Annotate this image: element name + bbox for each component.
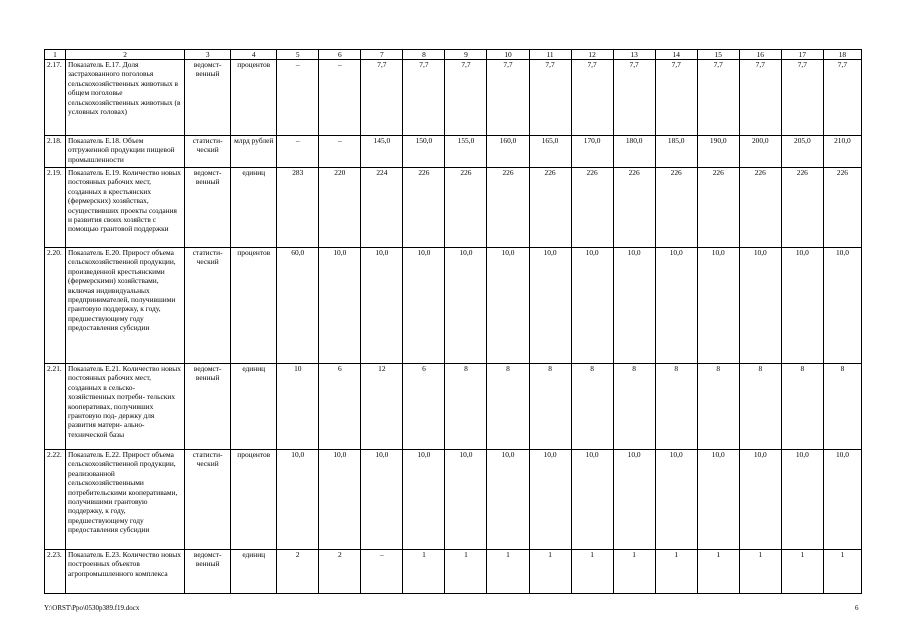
value-cell: 226	[613, 168, 655, 248]
value-cell: 226	[571, 168, 613, 248]
value-cell: 170,0	[571, 136, 613, 168]
unit: процентов	[231, 60, 277, 136]
unit: единиц	[231, 364, 277, 450]
page-number: 6	[855, 604, 859, 612]
column-header: 17	[781, 50, 823, 60]
data-source: ведомст- венный	[185, 550, 231, 594]
row-number: 2.18.	[45, 136, 66, 168]
unit: млрд рублей	[231, 136, 277, 168]
value-cell: 10,0	[403, 248, 445, 364]
value-cell: 10,0	[361, 248, 403, 364]
column-header: 6	[319, 50, 361, 60]
value-cell: 7,7	[529, 60, 571, 136]
value-cell: 226	[445, 168, 487, 248]
value-cell: 10	[277, 364, 319, 450]
value-cell: 1	[487, 550, 529, 594]
value-cell: 7,7	[361, 60, 403, 136]
value-cell: 7,7	[445, 60, 487, 136]
table-body	[45, 60, 862, 594]
value-cell: 8	[655, 364, 697, 450]
indicator-name: Показатель Е.23. Количество новых построенных объектов агропромышленного комплекса	[66, 550, 185, 594]
value-cell: 226	[739, 168, 781, 248]
value-cell: 10,0	[571, 450, 613, 550]
value-cell: 8	[613, 364, 655, 450]
value-cell: 224	[361, 168, 403, 248]
value-cell: 8	[781, 364, 823, 450]
value-cell: 160,0	[487, 136, 529, 168]
column-header: 8	[403, 50, 445, 60]
table-row	[45, 168, 862, 248]
indicator-name: Показатель Е.19. Количество новых постоянных рабочих мест, созданных в крестьянских (фермерских) хозяйствах, осуществивших проекты создания и развития своих хозяйств с помощью грантовой поддержки	[66, 168, 185, 248]
value-cell: 10,0	[823, 248, 861, 364]
value-cell: 10,0	[613, 450, 655, 550]
value-cell: 165,0	[529, 136, 571, 168]
value-cell: –	[361, 550, 403, 594]
value-cell: 226	[403, 168, 445, 248]
value-cell: 7,7	[781, 60, 823, 136]
value-cell: 1	[823, 550, 861, 594]
value-cell: 10,0	[529, 248, 571, 364]
value-cell: 10,0	[697, 450, 739, 550]
column-header: 1	[45, 50, 66, 60]
value-cell: 10,0	[697, 248, 739, 364]
row-number: 2.21.	[45, 364, 66, 450]
value-cell: 8	[571, 364, 613, 450]
indicators-table	[44, 49, 862, 594]
value-cell: 145,0	[361, 136, 403, 168]
unit: единиц	[231, 168, 277, 248]
row-number: 2.19.	[45, 168, 66, 248]
indicator-name: Показатель Е.21. Количество новых постоянных рабочих мест, созданных в сельско- хозяйственных потреби- тельских кооперативах, получивших грантовую под- держку для развития матери- ально-технической базы	[66, 364, 185, 450]
value-cell: 210,0	[823, 136, 861, 168]
value-cell: 10,0	[571, 248, 613, 364]
value-cell: 10,0	[403, 450, 445, 550]
column-header: 16	[739, 50, 781, 60]
value-cell: 7,7	[823, 60, 861, 136]
value-cell: 10,0	[655, 450, 697, 550]
value-cell: 180,0	[613, 136, 655, 168]
value-cell: 226	[529, 168, 571, 248]
value-cell: 226	[697, 168, 739, 248]
value-cell: 155,0	[445, 136, 487, 168]
table-row	[45, 364, 862, 450]
row-number: 2.23.	[45, 550, 66, 594]
row-number: 2.17.	[45, 60, 66, 136]
value-cell: 1	[655, 550, 697, 594]
value-cell: 200,0	[739, 136, 781, 168]
value-cell: 7,7	[655, 60, 697, 136]
value-cell: 1	[739, 550, 781, 594]
value-cell: –	[277, 60, 319, 136]
file-path: Y:\ORST\Ppo\0530p389.f19.docx	[44, 604, 140, 612]
data-source: ведомст- венный	[185, 364, 231, 450]
unit: процентов	[231, 248, 277, 364]
row-number: 2.22.	[45, 450, 66, 550]
value-cell: 10,0	[781, 248, 823, 364]
unit: единиц	[231, 550, 277, 594]
value-cell: –	[319, 136, 361, 168]
value-cell: 10,0	[445, 450, 487, 550]
table-row	[45, 248, 862, 364]
column-header: 14	[655, 50, 697, 60]
column-header: 2	[66, 50, 185, 60]
value-cell: 7,7	[613, 60, 655, 136]
value-cell: 7,7	[697, 60, 739, 136]
indicator-name: Показатель Е.18. Объем отгруженной продукции пищевой промышленности	[66, 136, 185, 168]
value-cell: 10,0	[781, 450, 823, 550]
value-cell: 10,0	[319, 248, 361, 364]
table-row	[45, 450, 862, 550]
column-header: 7	[361, 50, 403, 60]
value-cell: –	[319, 60, 361, 136]
value-cell: 1	[403, 550, 445, 594]
value-cell: 10,0	[445, 248, 487, 364]
value-cell: 1	[445, 550, 487, 594]
data-source: статисти- ческий	[185, 136, 231, 168]
data-source: статисти- ческий	[185, 450, 231, 550]
column-header: 5	[277, 50, 319, 60]
value-cell: 6	[319, 364, 361, 450]
value-cell: 7,7	[487, 60, 529, 136]
column-header: 10	[487, 50, 529, 60]
value-cell: 1	[529, 550, 571, 594]
unit: процентов	[231, 450, 277, 550]
value-cell: 7,7	[403, 60, 445, 136]
value-cell: 185,0	[655, 136, 697, 168]
column-header: 13	[613, 50, 655, 60]
column-header: 4	[231, 50, 277, 60]
value-cell: 283	[277, 168, 319, 248]
column-header: 15	[697, 50, 739, 60]
value-cell: 1	[613, 550, 655, 594]
value-cell: 220	[319, 168, 361, 248]
value-cell: 205,0	[781, 136, 823, 168]
data-source: статисти- ческий	[185, 248, 231, 364]
column-number-row	[45, 50, 862, 60]
table-row	[45, 136, 862, 168]
value-cell: –	[277, 136, 319, 168]
value-cell: 226	[823, 168, 861, 248]
value-cell: 8	[697, 364, 739, 450]
column-header: 9	[445, 50, 487, 60]
value-cell: 8	[487, 364, 529, 450]
value-cell: 150,0	[403, 136, 445, 168]
value-cell: 10,0	[739, 248, 781, 364]
value-cell: 7,7	[571, 60, 613, 136]
value-cell: 2	[277, 550, 319, 594]
value-cell: 12	[361, 364, 403, 450]
row-number: 2.20.	[45, 248, 66, 364]
value-cell: 10,0	[739, 450, 781, 550]
value-cell: 226	[655, 168, 697, 248]
indicator-name: Показатель Е.20. Прирост объема сельскохозяйственной продукции, произведенной крестьянскими (фермерскими) хозяйствами, включая индивидуальных предпринимателей, получившими грантовую поддержку, к году, предшествующему году предоставления субсидии	[66, 248, 185, 364]
indicator-name: Показатель Е.22. Прирост объема сельскохозяйственной продукции, реализованной сельскохозяйственными потребительскими кооперативами, получившими грантовую поддержку, к году, предшествующему году предоставления субсидии	[66, 450, 185, 550]
table-row	[45, 60, 862, 136]
value-cell: 8	[823, 364, 861, 450]
value-cell: 190,0	[697, 136, 739, 168]
value-cell: 10,0	[277, 450, 319, 550]
value-cell: 10,0	[613, 248, 655, 364]
value-cell: 10,0	[487, 248, 529, 364]
value-cell: 60,0	[277, 248, 319, 364]
value-cell: 10,0	[361, 450, 403, 550]
data-source: ведомст- венный	[185, 60, 231, 136]
value-cell: 10,0	[319, 450, 361, 550]
value-cell: 6	[403, 364, 445, 450]
indicator-name: Показатель Е.17. Доля застрахованного поголовья сельскохозяйственных животных в общем поголовье сельскохозяйственных животных (в условных головах)	[66, 60, 185, 136]
value-cell: 2	[319, 550, 361, 594]
value-cell: 226	[487, 168, 529, 248]
value-cell: 7,7	[739, 60, 781, 136]
column-header: 18	[823, 50, 861, 60]
value-cell: 1	[697, 550, 739, 594]
value-cell: 10,0	[487, 450, 529, 550]
value-cell: 8	[529, 364, 571, 450]
value-cell: 226	[781, 168, 823, 248]
value-cell: 8	[445, 364, 487, 450]
value-cell: 10,0	[655, 248, 697, 364]
column-header: 12	[571, 50, 613, 60]
value-cell: 10,0	[529, 450, 571, 550]
data-source: ведомст- венный	[185, 168, 231, 248]
value-cell: 10,0	[823, 450, 861, 550]
value-cell: 1	[781, 550, 823, 594]
column-header: 11	[529, 50, 571, 60]
value-cell: 8	[739, 364, 781, 450]
column-header: 3	[185, 50, 231, 60]
value-cell: 1	[571, 550, 613, 594]
table-row	[45, 550, 862, 594]
